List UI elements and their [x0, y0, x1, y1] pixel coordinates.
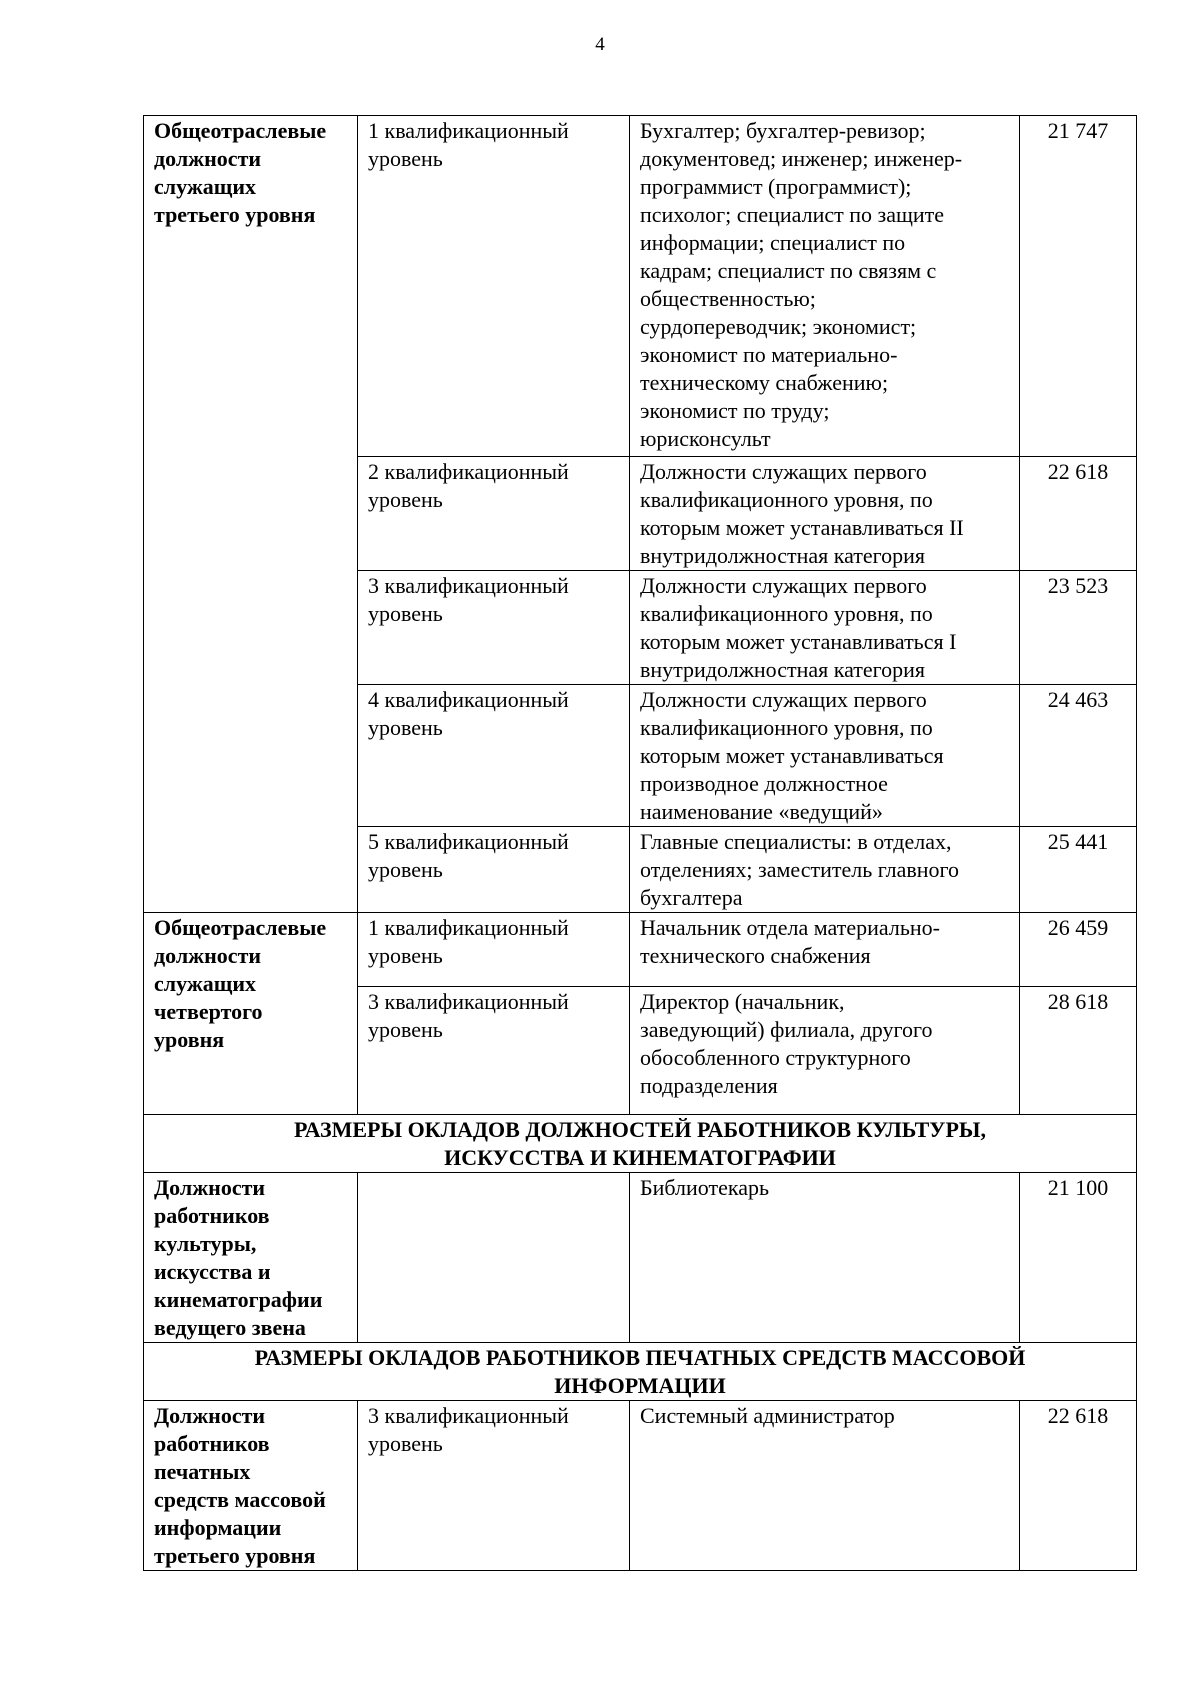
level-cell: 1 квалификационный уровень — [358, 116, 630, 457]
level-cell: 3 квалификационный уровень — [358, 1401, 630, 1571]
salary-cell: 25 441 — [1020, 827, 1137, 913]
section-heading-row — [144, 1115, 1137, 1173]
level-cell: 2 квалификационный уровень — [358, 457, 630, 571]
group-cell: Должности работников культуры, искусства и кинематографии ведущего звена — [144, 1173, 358, 1343]
section-heading: РАЗМЕРЫ ОКЛАДОВ РАБОТНИКОВ ПЕЧАТНЫХ СРЕДСТВ МАССОВОЙ ИНФОРМАЦИИ — [144, 1343, 1137, 1401]
salary-cell: 28 618 — [1020, 987, 1137, 1115]
positions-cell: Библиотекарь — [630, 1173, 1020, 1343]
salary-table — [143, 115, 1137, 1571]
group-cell: Должности работников печатных средств массовой информации третьего уровня — [144, 1401, 358, 1571]
positions-cell: Должности служащих первого квалификационного уровня, по которым может устанавливаться II внутридолжностная категория — [630, 457, 1020, 571]
positions-cell: Системный администратор — [630, 1401, 1020, 1571]
level-cell: 3 квалификационный уровень — [358, 987, 630, 1115]
table-row — [144, 913, 1137, 987]
table-row — [144, 116, 1137, 457]
positions-cell: Должности служащих первого квалификационного уровня, по которым может устанавливаться I внутридолжностная категория — [630, 571, 1020, 685]
section-heading-row — [144, 1343, 1137, 1401]
level-cell — [358, 1173, 630, 1343]
group-cell: Общеотраслевые должности служащих четвертого уровня — [144, 913, 358, 1115]
salary-cell: 21 100 — [1020, 1173, 1137, 1343]
level-cell: 3 квалификационный уровень — [358, 571, 630, 685]
salary-cell: 24 463 — [1020, 685, 1137, 827]
page-number: 4 — [595, 34, 605, 55]
group-cell: Общеотраслевые должности служащих третьего уровня — [144, 116, 358, 913]
positions-cell: Бухгалтер; бухгалтер-ревизор; документовед; инженер; инженер- программист (программист); психолог; специалист по защите информации; специалист по кадрам; специалист по связям с общественностью; сурдопереводчик; экономист; экономист по материально- техническому снабжению; экономист по труду; юрисконсульт — [630, 116, 1020, 457]
salary-cell: 21 747 — [1020, 116, 1137, 457]
positions-cell: Директор (начальник, заведующий) филиала, другого обособленного структурного подразделения — [630, 987, 1020, 1115]
positions-cell: Начальник отдела материально- технического снабжения — [630, 913, 1020, 987]
level-cell: 4 квалификационный уровень — [358, 685, 630, 827]
salary-cell: 22 618 — [1020, 457, 1137, 571]
table-row — [144, 1401, 1137, 1571]
section-heading: РАЗМЕРЫ ОКЛАДОВ ДОЛЖНОСТЕЙ РАБОТНИКОВ КУЛЬТУРЫ, ИСКУССТВА И КИНЕМАТОГРАФИИ — [144, 1115, 1137, 1173]
salary-cell: 22 618 — [1020, 1401, 1137, 1571]
salary-cell: 23 523 — [1020, 571, 1137, 685]
positions-cell: Должности служащих первого квалификационного уровня, по которым может устанавливаться производное должностное наименование «ведущий» — [630, 685, 1020, 827]
level-cell: 5 квалификационный уровень — [358, 827, 630, 913]
table-row — [144, 1173, 1137, 1343]
salary-cell: 26 459 — [1020, 913, 1137, 987]
level-cell: 1 квалификационный уровень — [358, 913, 630, 987]
positions-cell: Главные специалисты: в отделах, отделениях; заместитель главного бухгалтера — [630, 827, 1020, 913]
